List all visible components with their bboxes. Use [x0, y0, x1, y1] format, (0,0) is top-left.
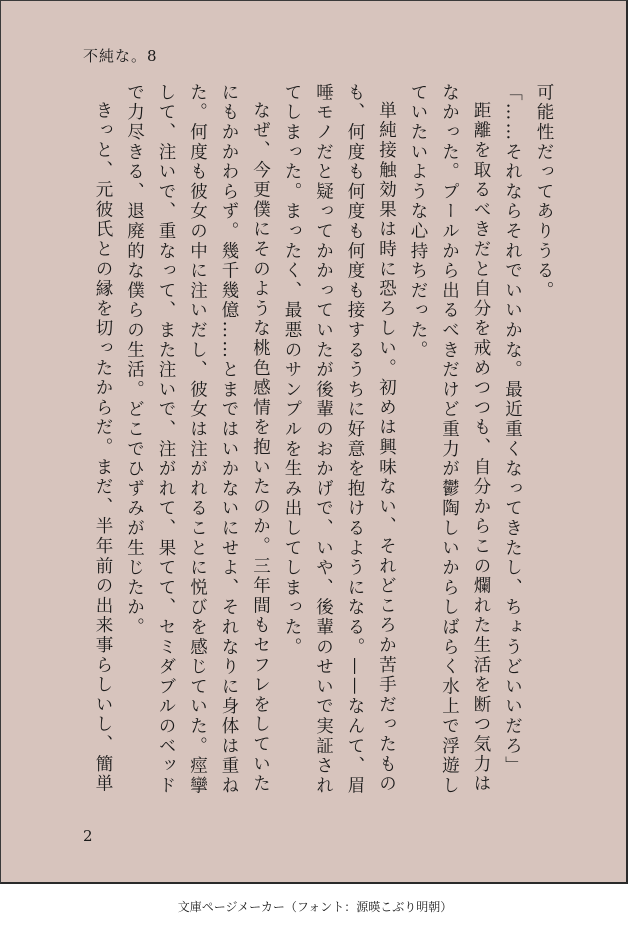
paragraph: なぜ、今更僕にそのような桃色感情を抱いたのか。三年間もセフレをしていたにもかかわらず。幾千幾億……とまではいかないにせよ、それなりに身体は重ねた。何度も彼女の中に注いだし、彼女は注がれることに悦びを感じていた。痙攣して、注いで、重なって、また注いで、注がれて、果てて、セミダブルのベッドで力尽きる、退廃的な僕らの生活。どこでひずみが生じたか。 [124, 83, 271, 796]
paragraph: 距離を取るべきだと自分を戒めつつも、自分からこの爛れた生活を断つ気力はなかった。プールから出るべきだけど重力が鬱陶しいからしばらく水上で浮遊していたいような心持ちだった。 [408, 83, 491, 796]
paragraph: きっと、元彼氏との縁を切ったからだ。まだ、半年前の出来事らしいし、簡単 [93, 100, 113, 794]
page-number: 2 [83, 827, 93, 845]
chapter-title: 不純な。8 [83, 47, 158, 65]
paragraph: 可能性だってありうる。 [534, 83, 554, 301]
paragraph: 「……それならそれでいいかな。最近重くなってきたし、ちょうどいいだろ」 [502, 83, 523, 776]
paragraph: 単純接触効果は時に恐ろしい。初めは興味ない、それどころか苦手だったものも、何度も何度も何度も接するうちに好意を抱けるようになる。——なんて、眉唾モノだと疑ってかかっていたが後輩のおかげで、いや、後輩のせいで実証されてしまった。まったく、最悪のサンプルを生み出してしまった。 [282, 83, 397, 796]
generator-credit: 文庫ページメーカー（フォント：源暎こぶり明朝） [177, 900, 453, 914]
vertical-body-text [77, 83, 559, 803]
